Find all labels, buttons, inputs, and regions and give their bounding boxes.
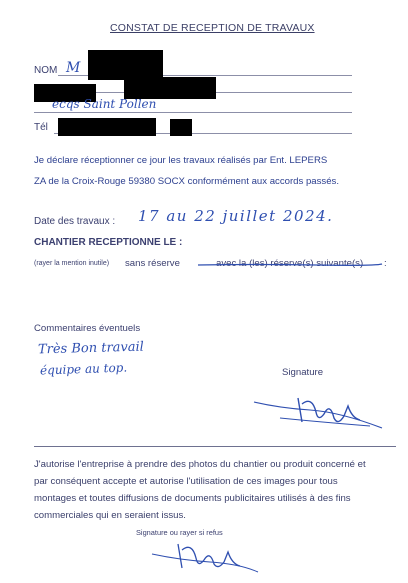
dates-handwriting: 17 au 22 juillet 2024.: [138, 207, 334, 225]
address-handwriting-2: ecqs Saint Pollen: [52, 97, 157, 111]
dates-label: Date des travaux :: [34, 216, 116, 227]
authorization-text: J'autorise l'entreprise à prendre des photos du chantier ou produit concerné et par conséquent accepte et autorise l'utilisation de ces images pour tous montages et toutes diffusions de documents publicitaires utilisés à des fins commerciales qui en seraient issus.: [34, 459, 366, 521]
tel-label: Tél: [34, 122, 48, 133]
address-line-2: [34, 112, 352, 113]
strike-instruction: (rayer la mention inutile): [34, 260, 110, 267]
comment-handwriting-2: équipe au top.: [39, 360, 128, 378]
strikethrough-mark: [196, 258, 386, 274]
redaction-tel-1: [58, 118, 156, 136]
comments-label: Commentaires éventuels: [34, 323, 141, 334]
nom-handwriting: M: [66, 60, 81, 76]
redaction-address-2: [124, 77, 216, 99]
redaction-tel-2: [170, 119, 192, 136]
nom-label: NOM: [34, 65, 58, 76]
chantier-label: CHANTIER RECEPTIONNE LE :: [34, 237, 183, 248]
comment-handwriting-1: Très Bon travail: [37, 339, 145, 358]
signature-label: Signature: [282, 367, 324, 378]
option-sans-reserve: sans réserve: [125, 258, 180, 269]
authorization-signature-scribble: [150, 538, 260, 580]
redaction-nom: [88, 50, 163, 80]
option-avec-reserve: avec la (les) réserve(s) suivante(s): [216, 258, 364, 269]
form-title: CONSTAT DE RECEPTION DE TRAVAUX: [110, 22, 315, 34]
declaration-line-1: Je déclare réceptionner ce jour les travaux réalisés par Ent. LEPERS: [34, 155, 328, 166]
authorization-signature-label: Signature ou rayer si refus: [136, 528, 223, 537]
option-colon: :: [384, 258, 387, 269]
declaration-line-2: ZA de la Croix-Rouge 59380 SOCX conformément aux accords passés.: [34, 176, 340, 187]
signature-scribble: [250, 388, 390, 438]
section-divider: [34, 446, 396, 447]
